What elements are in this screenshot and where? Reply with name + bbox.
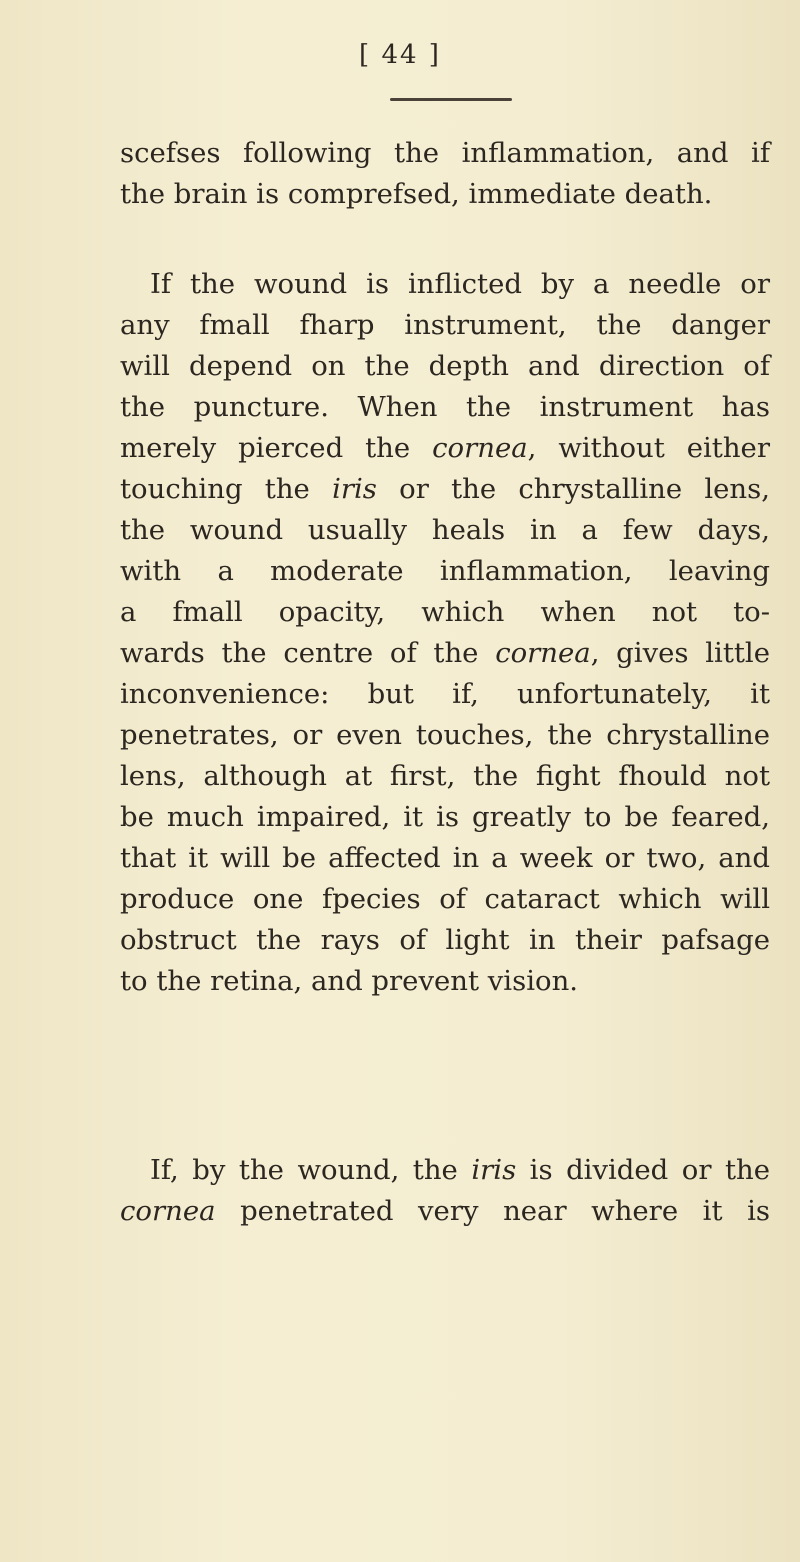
text-line: cornea penetrated very near where it is	[120, 1195, 770, 1227]
page-number-header: [ 44 ]	[359, 40, 441, 70]
paragraph-1	[120, 133, 770, 215]
text-line: will depend on the depth and direction of	[120, 350, 770, 382]
text-line: merely pierced the cornea, without either	[120, 432, 770, 464]
text-line: scefses following the inflammation, and if	[120, 137, 770, 169]
text-line: penetrates, or even touches, the chrystalline	[120, 719, 770, 751]
text-line: that it will be affected in a week or two, and	[120, 842, 770, 874]
text-line: touching the iris or the chrystalline lens,	[120, 473, 770, 505]
text-line: be much impaired, it is greatly to be feared,	[120, 801, 770, 833]
text-line: the puncture. When the instrument has	[120, 391, 770, 423]
text-line: the brain is comprefsed, immediate death.	[120, 178, 713, 210]
header-rule	[390, 98, 512, 101]
text-line: a fmall opacity, which when not to-	[120, 596, 770, 628]
paragraph-3	[120, 1150, 770, 1232]
text-line: the wound usually heals in a few days,	[120, 514, 770, 546]
text-line: inconvenience: but if, unfortunately, it	[120, 678, 770, 710]
text-line: wards the centre of the cornea, gives little	[120, 637, 771, 669]
text-line: to the retina, and prevent vision.	[120, 965, 579, 997]
text-line: any fmall fharp instrument, the danger	[120, 309, 770, 341]
text-line: obstruct the rays of light in their pafsage	[120, 924, 770, 956]
text-line: If the wound is inflicted by a needle or	[150, 268, 770, 300]
paragraph-2	[120, 264, 770, 1002]
text-line: produce one fpecies of cataract which will	[120, 883, 770, 915]
text-line: with a moderate inflammation, leaving	[120, 555, 770, 587]
text-line: If, by the wound, the iris is divided or the	[150, 1154, 770, 1186]
text-line: lens, although at first, the fight fhould not	[120, 760, 770, 792]
